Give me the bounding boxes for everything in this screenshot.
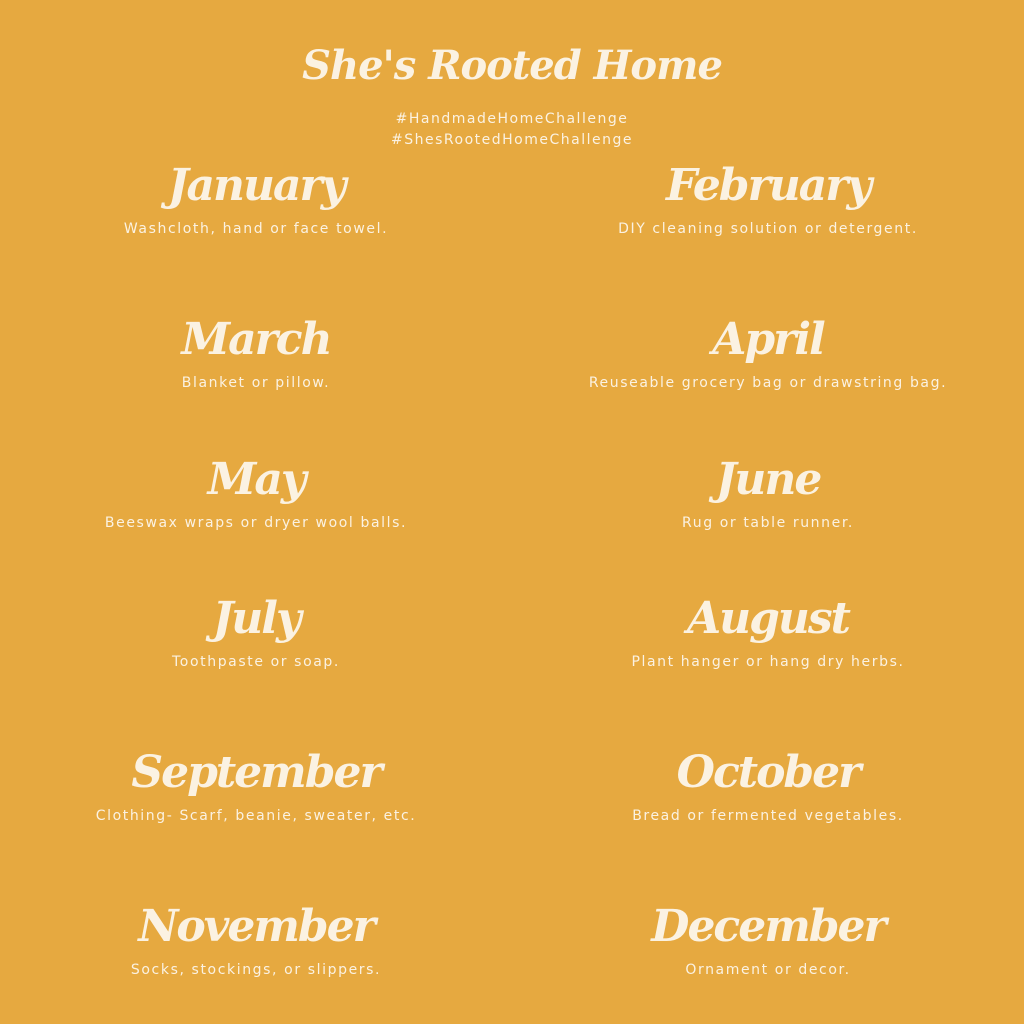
month-description: Bread or fermented vegetables. <box>632 808 904 824</box>
month-description: Socks, stockings, or slippers. <box>130 962 382 978</box>
month-description: Plant hanger or hang dry herbs. <box>631 654 905 670</box>
month-name: August <box>687 593 849 644</box>
month-name: March <box>181 314 331 365</box>
month-card-january <box>0 162 512 236</box>
month-description: Reuseable grocery bag or drawstring bag. <box>588 375 948 391</box>
month-description: Washcloth, hand or face towel. <box>123 221 389 237</box>
month-name: July <box>212 593 300 644</box>
month-card-february <box>512 162 1024 236</box>
month-card-september <box>0 749 512 823</box>
month-description: Clothing- Scarf, beanie, sweater, etc. <box>95 808 417 824</box>
month-card-july <box>0 595 512 669</box>
month-name: October <box>676 747 860 798</box>
month-card-november <box>0 903 512 977</box>
month-name: September <box>131 747 381 798</box>
month-description: Rug or table runner. <box>682 515 854 531</box>
month-description: Beeswax wraps or dryer wool balls. <box>104 515 408 531</box>
month-description: Blanket or pillow. <box>181 375 331 391</box>
month-name: May <box>207 454 305 505</box>
month-card-june <box>512 456 1024 530</box>
hashtag-shes-rooted-home-challenge: #ShesRootedHomeChallenge <box>391 132 633 148</box>
month-name: February <box>665 160 871 211</box>
month-name: June <box>715 454 821 505</box>
month-card-may <box>0 456 512 530</box>
month-card-april <box>512 316 1024 390</box>
month-name: January <box>167 160 345 211</box>
month-card-march <box>0 316 512 390</box>
month-description: DIY cleaning solution or detergent. <box>618 221 918 237</box>
month-description: Toothpaste or soap. <box>172 654 340 670</box>
month-description: Ornament or decor. <box>685 962 851 978</box>
month-name: December <box>651 901 885 952</box>
month-card-august <box>512 595 1024 669</box>
month-card-december <box>512 903 1024 977</box>
page-title: She's Rooted Home <box>302 42 722 89</box>
month-name: November <box>138 901 374 952</box>
hashtag-handmade-home-challenge: #HandmadeHomeChallenge <box>395 111 629 127</box>
month-name: April <box>712 314 824 365</box>
month-card-october <box>512 749 1024 823</box>
